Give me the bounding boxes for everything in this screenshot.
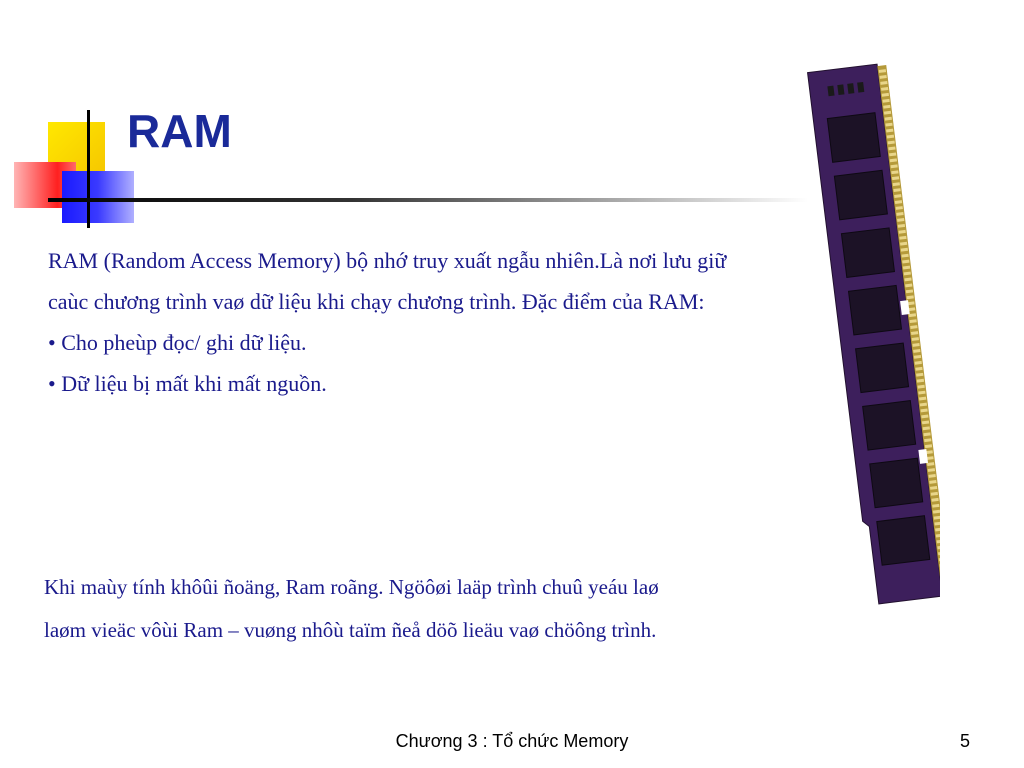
- body-text: [48, 240, 988, 404]
- note-text: [44, 566, 864, 652]
- title-underline: [48, 198, 808, 202]
- page-number: 5: [959, 731, 970, 751]
- body-line: RAM (Random Access Memory) bộ nhớ truy xuất ngẫu nhiên.Là nơi lưu giữ: [48, 248, 727, 273]
- slide-title: RAM: [127, 105, 232, 157]
- bullet-item: • Dữ liệu bị mất khi mất nguồn.: [48, 371, 327, 396]
- decor-vertical-line: [87, 110, 90, 228]
- bullet-item: • Cho pheùp đọc/ ghi dữ liệu.: [48, 330, 307, 355]
- body-line: caùc chương trình vaø dữ liệu khi chạy chương trình. Đặc điểm của RAM:: [48, 289, 705, 314]
- note-line: laøm vieäc vôùi Ram – vuøng nhôù taïm ñeå döõ lieäu vaø chöông trình.: [44, 618, 657, 642]
- footer-chapter: Chương 3 : Tổ chức Memory: [395, 731, 629, 751]
- note-line: Khi maùy tính khôûi ñoäng, Ram roãng. Ngöôøi laäp trình chuû yeáu laø: [44, 575, 659, 599]
- decor-blue-square: [62, 171, 134, 223]
